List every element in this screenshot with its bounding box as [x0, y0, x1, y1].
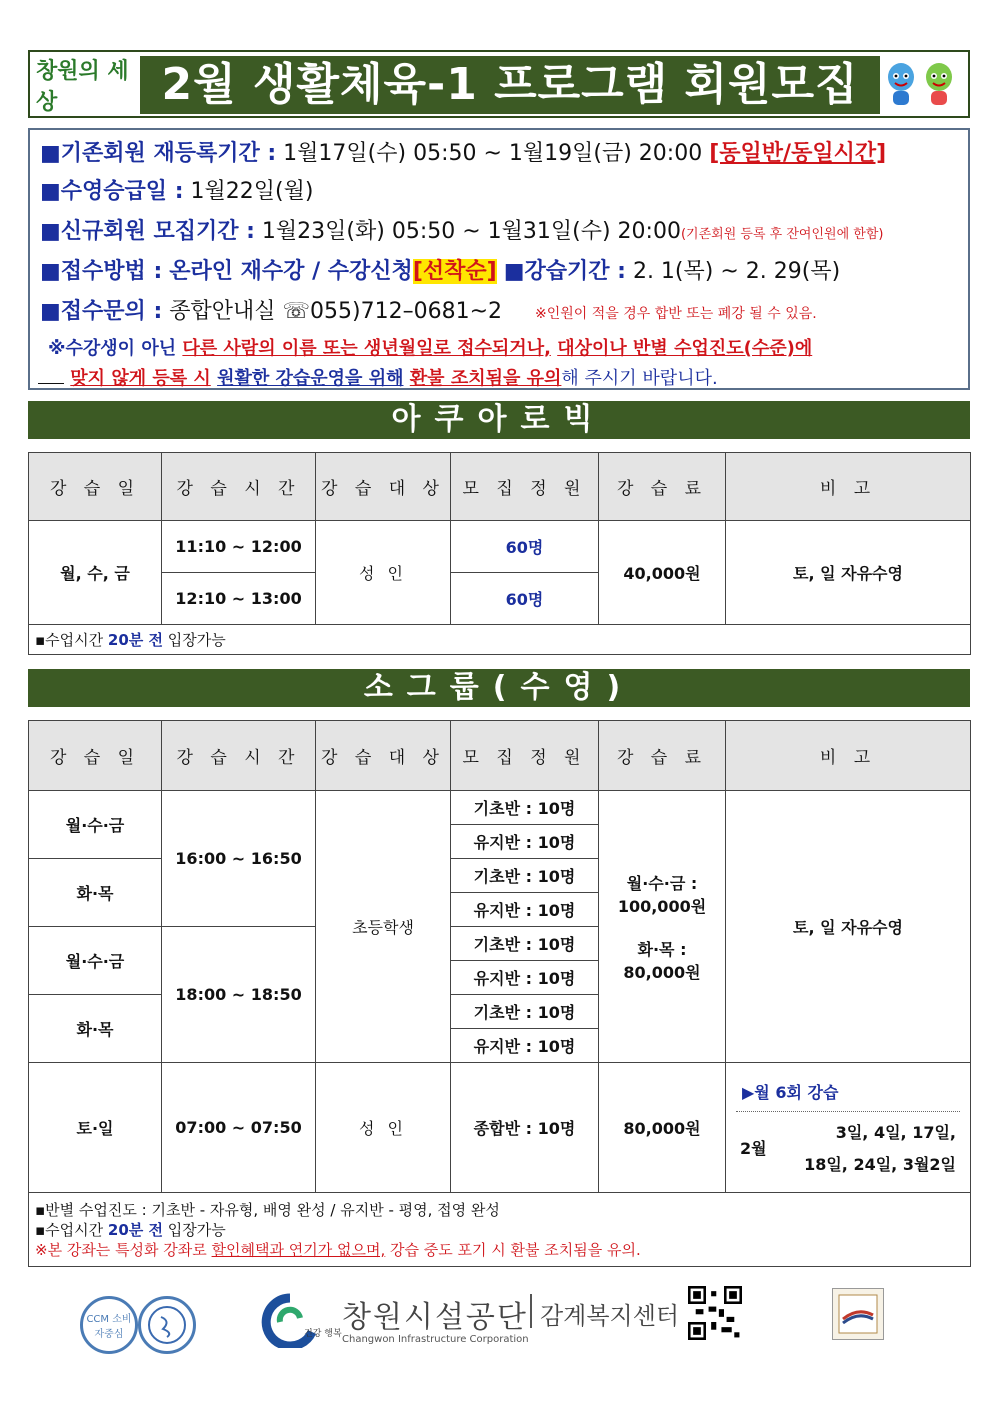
- promotion-line: ■수영승급일 : 1월22일(월): [40, 179, 314, 204]
- sg-day-4: 화·목: [29, 995, 162, 1063]
- wk-time: 07:00 ~ 07:50: [162, 1063, 316, 1193]
- wk-remark: ▶월 6회 강습 2월 3일, 4일, 17일, 18일, 24일, 3월2일: [726, 1063, 971, 1193]
- sg-capacity: 유지반 : 10명: [451, 961, 599, 995]
- method-line: ■접수방법 : 온라인 재수강 / 수강신청[선착순] ■강습기간 : 2. 1(목) ~ 2. 29(목): [40, 259, 841, 284]
- aqua-remark: 토, 일 자유수영: [726, 521, 971, 625]
- blue-mascot-icon: [884, 61, 918, 109]
- table-row: [29, 791, 971, 825]
- header-target: 강 습 대 상: [316, 721, 451, 791]
- sg-time-2: 18:00 ~ 18:50: [162, 927, 316, 1063]
- table-note-row: [29, 625, 971, 655]
- reregistration-line: ■기존회원 재등록기간 : 1월17일(수) 05:50 ~ 1월19일(금) 20:00 [동일반/동일시간]: [40, 141, 887, 166]
- info-box: [28, 128, 970, 390]
- title-band: [140, 56, 880, 114]
- ccm-badge: CCM 소비자중심: [80, 1296, 138, 1354]
- wk-capacity: 종합반 : 10명: [451, 1063, 599, 1193]
- footer: [0, 1280, 992, 1360]
- sg-remark: 토, 일 자유수영: [726, 791, 971, 1063]
- sg-capacity: 기초반 : 10명: [451, 927, 599, 961]
- title-banner: [28, 50, 970, 118]
- aqua-section-title: 아쿠아로빅: [28, 401, 970, 439]
- table-header-row: [29, 721, 971, 791]
- certification-badge-icon: [138, 1296, 196, 1354]
- contact-line: ■접수문의 : 종합안내실 ☏055)712–0681~2 ※인원이 적을 경우 합반 또는 폐강 될 수 있음.: [40, 299, 817, 324]
- header-capacity: 모 집 정 원: [451, 721, 599, 791]
- wk-day: 토·일: [29, 1063, 162, 1193]
- aqua-capacity-2: 60명: [451, 573, 599, 625]
- sg-capacity: 기초반 : 10명: [451, 791, 599, 825]
- aqua-day: 월, 수, 금: [29, 521, 162, 625]
- sg-target: 초등학생: [316, 791, 451, 1063]
- sg-capacity: 유지반 : 10명: [451, 825, 599, 859]
- header-fee: 강 습 료: [599, 453, 726, 521]
- new-member-line: ■신규회원 모집기간 : 1월23일(화) 05:50 ~ 1월31일(수) 20:00(기존회원 등록 후 잔여인원에 한함): [40, 219, 884, 244]
- header-capacity: 모 집 정 원: [451, 453, 599, 521]
- small-group-section-title: 소그룹(수영): [28, 669, 970, 707]
- aqua-time-1: 11:10 ~ 12:00: [162, 521, 316, 573]
- header-day: 강 습 일: [29, 721, 162, 791]
- sg-capacity: 기초반 : 10명: [451, 859, 599, 893]
- aqua-note: ▪수업시간 20분 전 입장가능: [29, 625, 971, 655]
- sg-time-1: 16:00 ~ 16:50: [162, 791, 316, 927]
- sg-day-3: 월·수·금: [29, 927, 162, 995]
- sg-capacity: 유지반 : 10명: [451, 1029, 599, 1063]
- header-time: 강 습 시 간: [162, 721, 316, 791]
- wk-fee: 80,000원: [599, 1063, 726, 1193]
- table-row: [29, 1063, 971, 1193]
- aqua-time-2: 12:10 ~ 13:00: [162, 573, 316, 625]
- page-title: 2월 생활체육-1 프로그램 회원모집: [161, 59, 859, 110]
- mascot-logo: [878, 56, 962, 114]
- sg-day-2: 화·목: [29, 859, 162, 927]
- table-note-row: [29, 1193, 971, 1267]
- corporation-logo: 건강 행복 창원시설공단 감계복지센터 Changwon Infrastructure Corporation: [250, 1290, 750, 1350]
- aqua-target: 성 인: [316, 521, 451, 625]
- sg-capacity: 유지반 : 10명: [451, 893, 599, 927]
- header-fee: 강 습 료: [599, 721, 726, 791]
- header-time: 강 습 시 간: [162, 453, 316, 521]
- green-mascot-icon: [922, 61, 956, 109]
- certificate-icon: [832, 1288, 884, 1340]
- aqua-table: [28, 452, 971, 655]
- wk-target: 성 인: [316, 1063, 451, 1193]
- table-header-row: [29, 453, 971, 521]
- sg-day-1: 월·수·금: [29, 791, 162, 859]
- sg-capacity: 기초반 : 10명: [451, 995, 599, 1029]
- header-remark: 비 고: [726, 453, 971, 521]
- small-group-table: [28, 720, 971, 1267]
- header-day: 강 습 일: [29, 453, 162, 521]
- corp-emblem-icon: [250, 1292, 326, 1348]
- header-target: 강 습 대 상: [316, 453, 451, 521]
- sg-fee: 월·수·금 : 100,000원 화·목 : 80,000원: [599, 791, 726, 1063]
- notice-line-2: 맞지 않게 등록 시 원활한 강습운영을 위해 환불 조치됨을 유의해 주시기 바랍니다.: [38, 364, 718, 390]
- city-logo: 창원의 세상: [36, 58, 129, 115]
- aqua-capacity-1: 60명: [451, 521, 599, 573]
- header-remark: 비 고: [726, 721, 971, 791]
- table-row: [29, 521, 971, 573]
- sg-notes: ▪반별 수업진도 : 기초반 - 자유형, 배영 완성 / 유지반 - 평영, 접영 완성 ▪수업시간 20분 전 입장가능 ※본 강좌는 특성화 강좌로 할인혜택과 연기가 없으며, 강습 중도 포기 시 환불 조치됨을 유의.: [29, 1193, 971, 1267]
- qr-code-icon[interactable]: [688, 1286, 742, 1340]
- aqua-fee: 40,000원: [599, 521, 726, 625]
- notice-line-1: ※수강생이 아닌 다른 사람의 이름 또는 생년월일로 접수되거나, 대상이나 반별 수업진도(수준)에: [48, 338, 813, 359]
